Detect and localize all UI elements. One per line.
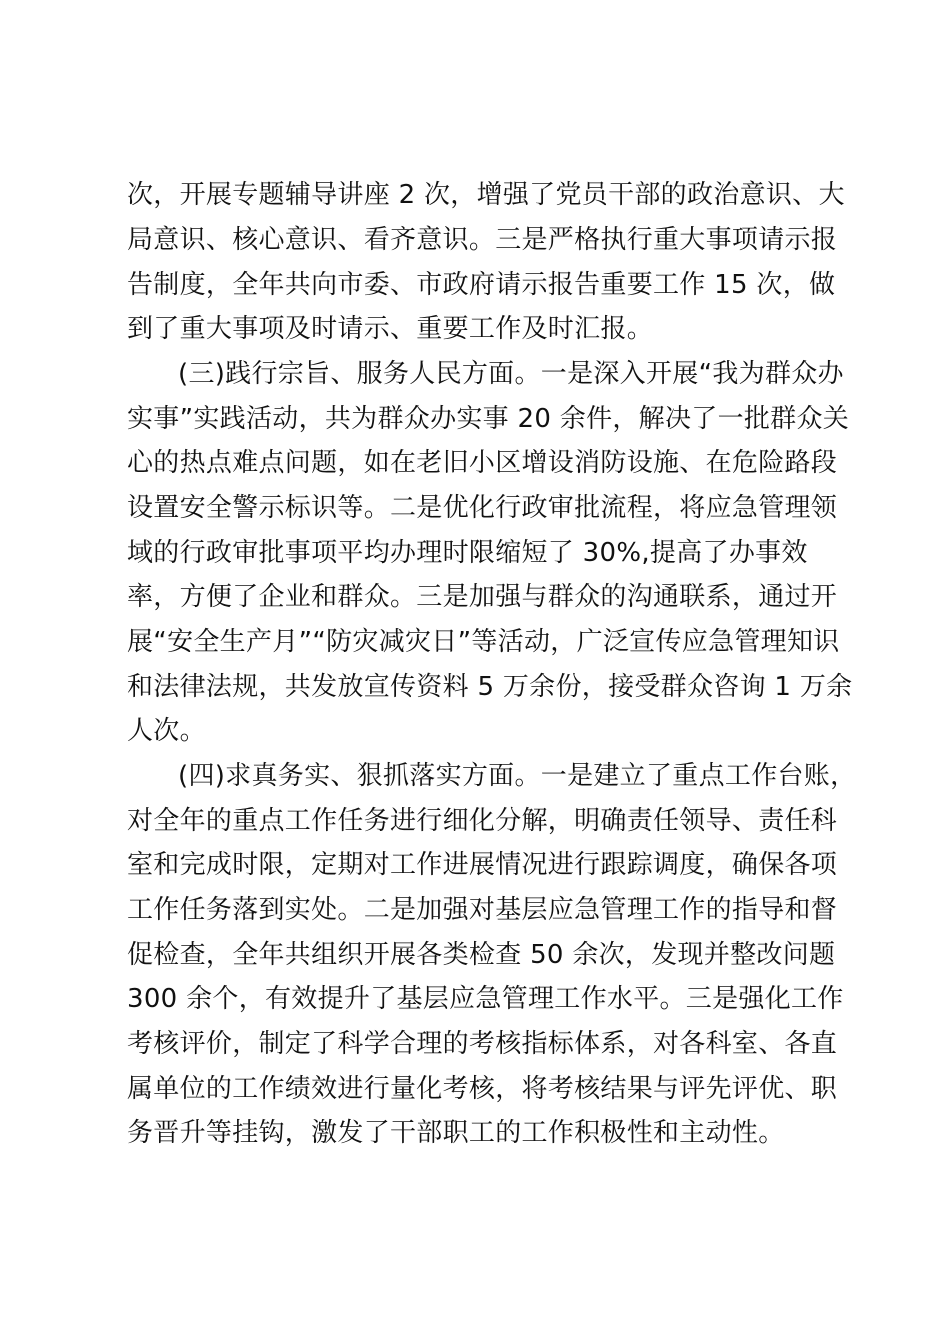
- paragraph-4-first-line: (四)求真务实、狠抓落实方面。一是建立了重点工作台账，: [178, 761, 857, 791]
- text-line: 工作任务落到实处。二是加强对基层应急管理工作的指导和督: [127, 895, 838, 925]
- text-line: 率，方便了企业和群众。三是加强与群众的沟通联系，通过开: [127, 582, 838, 612]
- text-line: 到了重大事项及时请示、重要工作及时汇报。: [127, 314, 654, 344]
- text-line: 300 余个，有效提升了基层应急管理工作水平。三是强化工作: [127, 984, 844, 1014]
- text-line: 室和完成时限，定期对工作进展情况进行跟踪调度，确保各项: [127, 850, 838, 880]
- paragraph-3-first-line: (三)践行宗旨、服务人民方面。一是深入开展“我为群众办: [178, 359, 844, 389]
- text-line: 人次。: [127, 716, 206, 746]
- text-line: 和法律法规，共发放宣传资料 5 万余份，接受群众咨询 1 万余: [127, 672, 853, 702]
- text-line: 域的行政审批事项平均办理时限缩短了 30%,提高了办事效: [127, 538, 808, 568]
- text-line: 局意识、核心意识、看齐意识。三是严格执行重大事项请示报: [127, 225, 838, 255]
- text-line: 考核评价，制定了科学合理的考核指标体系，对各科室、各直: [127, 1029, 838, 1059]
- text-line: 告制度，全年共向市委、市政府请示报告重要工作 15 次，做: [127, 270, 836, 300]
- text-line: 促检查，全年共组织开展各类检查 50 余次，发现并整改问题: [127, 940, 836, 970]
- text-line: 务晋升等挂钩，激发了干部职工的工作积极性和主动性。: [127, 1118, 785, 1148]
- text-line: 对全年的重点工作任务进行细化分解，明确责任领导、责任科: [127, 806, 838, 836]
- text-line: 心的热点难点问题，如在老旧小区增设消防设施、在危险路段: [127, 448, 838, 478]
- text-line: 属单位的工作绩效进行量化考核，将考核结果与评先评优、职: [127, 1074, 838, 1104]
- text-line: 次，开展专题辅导讲座 2 次，增强了党员干部的政治意识、大: [127, 180, 845, 210]
- text-line: 展“安全生产月”“防灾减灾日”等活动，广泛宣传应急管理知识: [127, 627, 840, 657]
- text-line: 实事”实践活动，共为群众办实事 20 余件，解决了一批群众关: [127, 404, 850, 434]
- text-line: 设置安全警示标识等。二是优化行政审批流程，将应急管理领: [127, 493, 838, 523]
